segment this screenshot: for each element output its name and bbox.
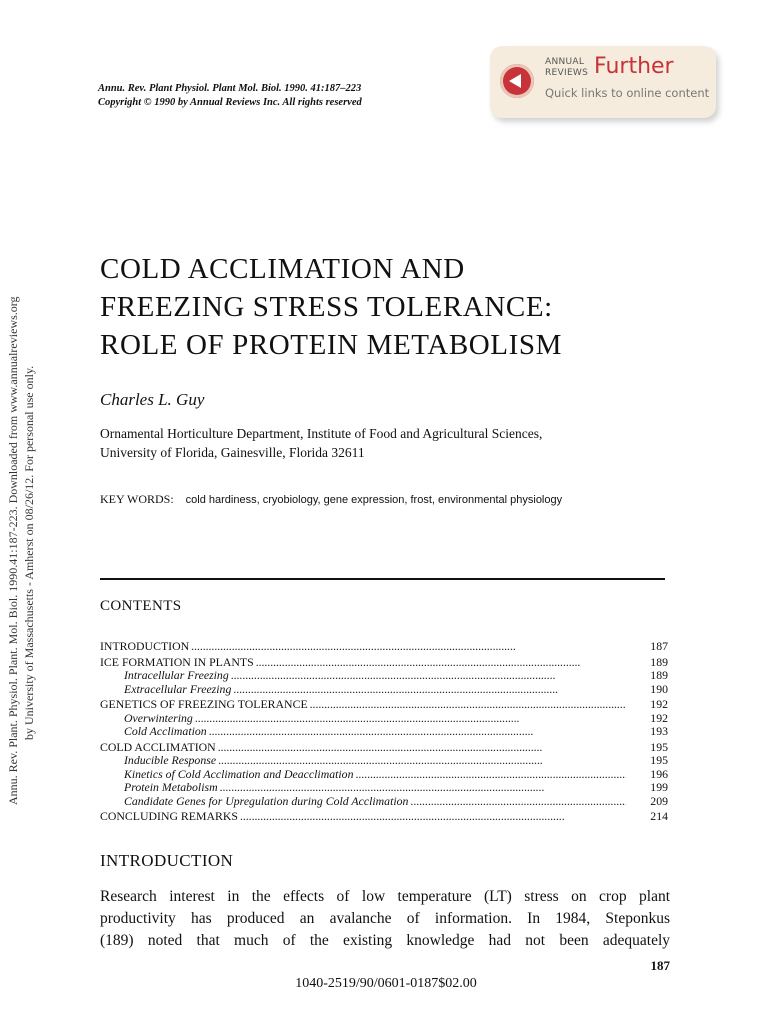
toc-entry-label: Extracellular Freezing	[124, 681, 232, 696]
paragraph-line: (189) noted that much of the existing knowledge had not been adequately	[100, 932, 670, 949]
toc-leader-dots	[218, 741, 626, 755]
affiliation-line: University of Florida, Gainesville, Florida 32611	[100, 445, 365, 460]
title-line: COLD ACCLIMATION AND	[100, 253, 465, 285]
toc-entry-label: GENETICS OF FREEZING TOLERANCE	[100, 697, 308, 711]
keywords	[100, 492, 562, 507]
toc-entry-page: 195	[650, 753, 668, 767]
toc-entry-page: 214	[650, 809, 668, 823]
paragraph-line: Research interest in the effects of low temperature (LT) stress on crop plant	[100, 888, 670, 905]
badge-subtitle: Quick links to online content	[545, 86, 710, 100]
toc-leader-dots	[195, 712, 626, 726]
toc-leader-dots	[218, 754, 626, 768]
toc-entry[interactable]	[100, 683, 668, 697]
affiliation-line: Ornamental Horticulture Department, Institute of Food and Agricultural Sciences,	[100, 426, 543, 441]
toc-leader-dots	[410, 795, 626, 809]
toc-entry-label: COLD ACCLIMATION	[100, 739, 216, 754]
toc-entry[interactable]	[100, 741, 668, 755]
toc-entry-label: Candidate Genes for Upregulation during Cold Acclimation	[124, 793, 409, 808]
contents-heading: CONTENTS	[100, 598, 182, 614]
toc-entry-page: 190	[650, 681, 668, 696]
toc-entry[interactable]	[100, 768, 668, 782]
toc-entry-label: Intracellular Freezing	[124, 668, 229, 682]
download-notice-sidebar	[0, 0, 60, 1024]
keywords-label: KEY WORDS:	[100, 492, 174, 506]
toc-entry-label: Overwintering	[124, 710, 193, 725]
toc-entry-page: 192	[650, 710, 668, 725]
toc-entry-label: INTRODUCTION	[100, 639, 190, 653]
toc-entry-page: 189	[650, 654, 668, 669]
toc-leader-dots	[233, 683, 626, 697]
toc-leader-dots	[231, 669, 626, 683]
toc-entry[interactable]	[100, 725, 668, 739]
toc-entry-page: 189	[650, 668, 668, 682]
toc-entry[interactable]	[100, 781, 668, 795]
toc-entry-label: Inducible Response	[124, 753, 217, 767]
citation-line: Annu. Rev. Plant Physiol. Plant Mol. Biol. 1990. 41:187–223	[98, 83, 362, 94]
page-number: 187	[650, 958, 670, 973]
badge-reviews-text: REVIEWS	[545, 68, 589, 78]
toc-entry-page: 187	[650, 639, 668, 653]
badge-annual-text: ANNUAL	[545, 57, 585, 67]
introduction-paragraph	[100, 886, 670, 952]
toc-entry[interactable]	[100, 698, 668, 712]
toc-entry[interactable]	[100, 712, 668, 726]
toc-leader-dots	[240, 810, 626, 824]
toc-leader-dots	[310, 698, 626, 712]
toc-entry[interactable]	[100, 656, 668, 670]
title-line: ROLE OF PROTEIN METABOLISM	[100, 329, 562, 361]
badge-title: Further	[594, 54, 674, 79]
keywords-list: cold hardiness, cryobiology, gene expression, frost, environmental physiology	[185, 494, 563, 506]
table-of-contents	[100, 638, 668, 824]
toc-entry-label: Cold Acclimation	[124, 724, 207, 738]
further-badge[interactable]	[490, 46, 716, 118]
article-title	[100, 250, 700, 364]
paragraph-line: productivity has produced an avalanche of information. In 1984, Steponkus	[100, 910, 670, 927]
toc-entry-label: CONCLUDING REMARKS	[100, 809, 238, 823]
toc-entry[interactable]	[100, 810, 668, 824]
toc-entry-label: Protein Metabolism	[124, 780, 218, 794]
toc-entry[interactable]	[100, 795, 668, 809]
toc-leader-dots	[191, 640, 626, 654]
toc-leader-dots	[220, 781, 626, 795]
download-notice-line: Annu. Rev. Plant. Physiol. Plant. Mol. Biol. 1990.41:187-223. Downloaded from www.annualreviews.org	[6, 296, 20, 805]
author-name: Charles L. Guy	[100, 390, 205, 409]
toc-entry-page: 193	[650, 724, 668, 738]
toc-entry-page: 209	[650, 793, 668, 808]
back-arrow-icon	[500, 64, 534, 98]
author-affiliation	[100, 424, 542, 462]
article-code: 1040-2519/90/0601-0187$02.00	[295, 976, 477, 991]
title-line: FREEZING STRESS TOLERANCE:	[100, 291, 553, 323]
toc-entry-label: Kinetics of Cold Acclimation and Deacclimation	[124, 766, 354, 781]
toc-entry-label: ICE FORMATION IN PLANTS	[100, 654, 254, 669]
toc-entry-page: 196	[650, 766, 668, 781]
toc-entry[interactable]	[100, 754, 668, 768]
section-heading: INTRODUCTION	[100, 851, 234, 870]
divider	[100, 578, 665, 580]
toc-entry[interactable]	[100, 669, 668, 683]
usage-notice-line: by University of Massachusetts - Amherst on 08/26/12. For personal use only.	[22, 365, 36, 740]
toc-leader-dots	[209, 725, 626, 739]
toc-entry-page: 195	[650, 739, 668, 754]
toc-entry-page: 199	[650, 780, 668, 794]
toc-leader-dots	[256, 656, 626, 670]
journal-citation	[98, 82, 362, 110]
toc-entry-page: 192	[650, 697, 668, 711]
toc-leader-dots	[355, 768, 626, 782]
toc-entry[interactable]	[100, 640, 668, 654]
copyright-line: Copyright © 1990 by Annual Reviews Inc. All rights reserved	[98, 97, 362, 108]
